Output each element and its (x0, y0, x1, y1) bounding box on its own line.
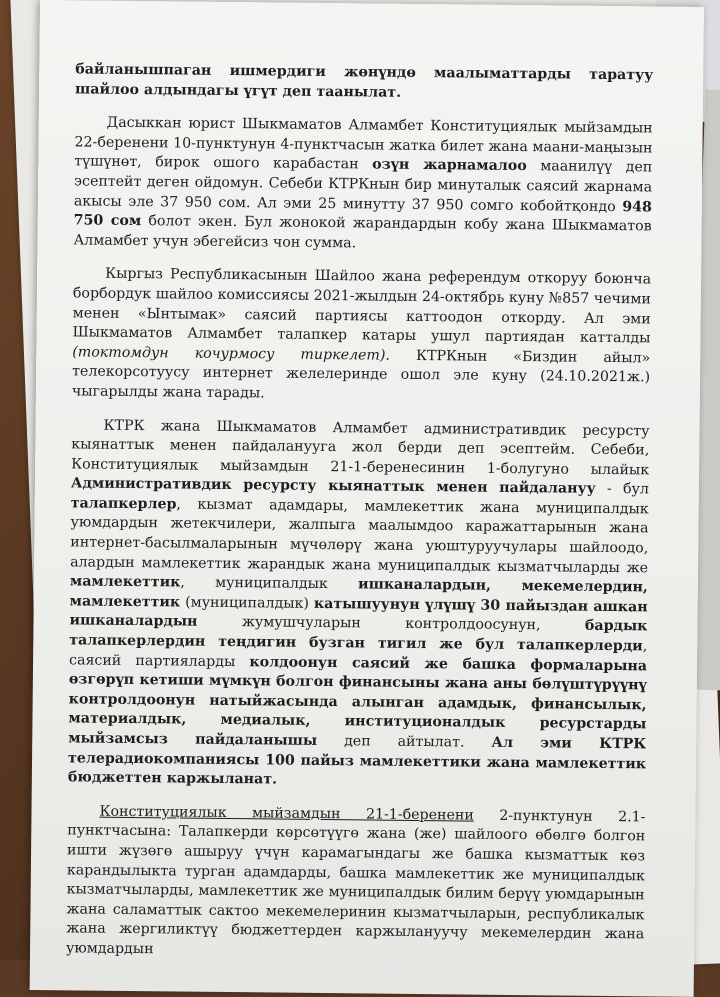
text-run: талапкерлер (70, 495, 177, 513)
text-run: бардык талапкерлердин теңдигин бузган тигил же бул талапкерлерди (69, 618, 648, 655)
text-run: мамлекеттик (69, 573, 181, 591)
text-run: Конституциялык мыйзамдын 21-1-беренени (99, 803, 474, 824)
text-run: деп айтылат. (317, 732, 492, 751)
text-run: , муниципалдык (180, 574, 359, 593)
text-run: (токтомдун кочурмосу тиркелет). (72, 344, 391, 364)
text-run: КТРКнын «Биздин айыл» телекорсотуусу интернет желелеринде ошол эле куну (24.10.2021ж.) чыгарылды жана тарады. (71, 347, 651, 402)
text-run: , саясий партияларды (69, 638, 648, 670)
text-run: Административдик ресурсту кыянаттык менен пайдалануу (70, 475, 596, 498)
paragraph-jurist (73, 114, 652, 257)
text-run: (муниципалдык) (180, 594, 315, 612)
text-run: Ал эми КТРК телерадиокомпаниясы 100 пайыз мамлекеттики жана мамлекеттик бюджеттен каржыланат. (67, 734, 647, 788)
document-page (30, 0, 704, 997)
text-run: 2-пунктунун 2.1-пунктчасына: Талапкерди көрсөтүүгө жана (же) шайлоого өбөлгө болгон ишти жүзөгө ашыруу үчүн карамагындагы же башка кызматтык көз карандылыкта турган адамдарды, башка мамлекеттик же муниципалдык кызматчыларды, мамлекеттик же муниципалдык билим берүү уюмдарынын жана саламаттык сактоо мекемелеринин кызматчыларын, республикалык жана жергиликтүү бюджеттерден каржылануучу мекемелердин жана уюмдардын (65, 807, 646, 958)
text-run: Дасыккан юрист Шыкмаматов Алмамбет Конституциялык мыйзамдын 22-беренени 10-пунктунун 4-пунктчасын жатка билет жана маани-маңызын түшүнөт, бирок ошого карабастан (74, 114, 653, 173)
text-run: колдоонун саясий же башка формаларына өзгөрүп кетиши мүмкүн болгон финансыны жана аны бөлүштүрүүнү контролдоонун натыйжасында алынган адамдык, финансылык, материалдык, медиалык, институционалдык ресурстарды мыйзамсыз пайдаланышы (68, 653, 648, 749)
paragraph-commission (72, 265, 651, 408)
document-text (66, 60, 654, 979)
text-run: Кыргыз Республикасынын Шайлоо жана референдум откоруу боюнча борбордук шайлоо комиссиясы 2021-жылдын 24-октябрь куну №857 чечими менен «Ынтымак» саясий партиясы каттоодон откорду. Ал эми Шыкмаматов Алмамбет талапкер катары ушул партиядан катталды (72, 266, 652, 347)
paragraph-continuation (75, 60, 653, 105)
text-run: катышуунун үлүшү 30 пайыздан ашкан ишканалардын (69, 595, 648, 631)
paragraph-constitutional-law (66, 802, 646, 965)
text-run: болот экен. Бул жонокой жарандардын кобу жана Шыкмаматов Алмамбет учун эбегейсиз чон сумма. (73, 213, 652, 252)
text-run: 948 750 сом (73, 198, 652, 230)
text-run: - бул (595, 481, 649, 498)
text-run: ишканалардын, мекемелердин, мамлекеттик (69, 576, 648, 611)
text-run: озүн жарнамалоо (372, 156, 527, 175)
text-run: жумушчуларын контролдоосунун, (197, 614, 586, 635)
paragraph-admin-resource (68, 416, 650, 794)
text-run: байланышпаган ишмердиги жөнүндө маалыматтарды таратуу шайлоо алдындагы үгүт деп таанылат. (74, 61, 654, 101)
text-run: маанилүү деп эсептейт деген ойдомун. Себеби КТРКнын бир минуталык саясий жарнама акысы эле 37 950 сом. Ал эми 25 минутту 37 950 сомго кобойтқондо (73, 158, 653, 215)
text-run: , кызмат адамдары, мамлекеттик жана муниципалдык уюмдардын жетекчилери, жалпыга маалымдоо каражаттарынын жана интернет-басылмаларынын мүчөлөрү жана уюштуруучулары шайлоодо, алардын мамлекеттик жарандык жана муниципалдык кызматчыларды же (70, 496, 649, 577)
text-run: КТРК жана Шыкмаматов Алмамбет административдик ресурсту кыянаттык менен пайдаланууга жол берди деп эсептейм. Себеби, Конституциялык мыйзамдын 21-1-беренесинин 1-болугуно ылайык (71, 417, 650, 479)
